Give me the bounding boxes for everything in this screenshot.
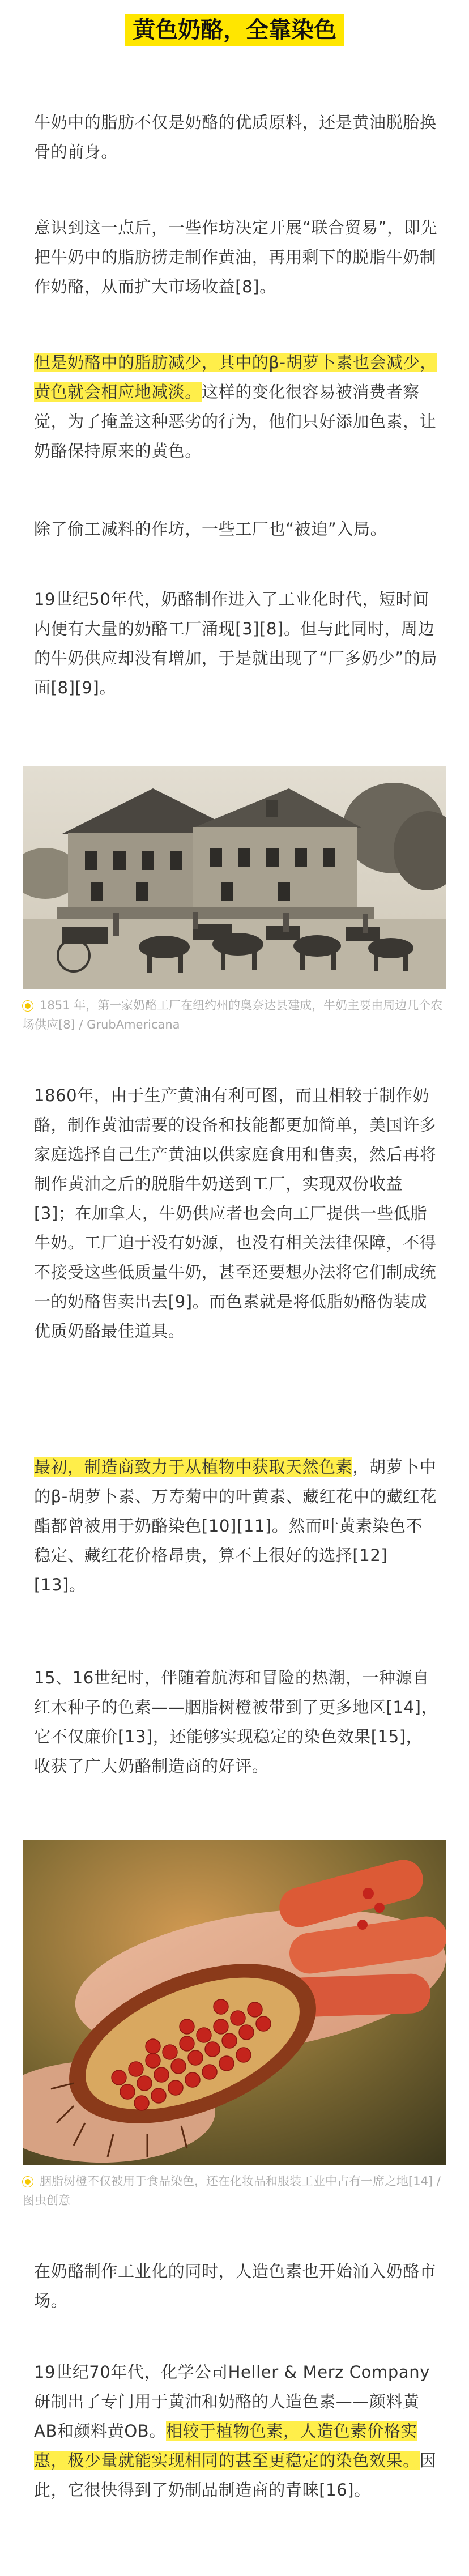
- caption-text: 1851 年，第一家奶酪工厂在纽约州的奥奈达县建成，牛奶主要由周边几个农场供应[8] / GrubAmericana: [23, 999, 443, 1031]
- paragraph-9: 在奶酪制作工业化的同时，人造色素也开始涌入奶酪市场。: [34, 2262, 437, 2310]
- paragraph-1: 牛奶中的脂肪不仅是奶酪的优质原料，还是黄油脱胎换骨的前身。: [34, 113, 437, 161]
- highlight-text: 相较于植物色素，人造色素价格实惠，极少量就能实现相同的甚至更稳定的染色效果。: [34, 2421, 420, 2470]
- paragraph-text: 19世纪70年代，化学公司Heller & Merz Company研制出了专门用于黄油和奶酪的人造色素——颜料黄AB和颜料黄OB。: [34, 2362, 430, 2441]
- highlight-text: 最初，制造商致力于从植物中获取天然色素: [34, 1457, 353, 1477]
- factory-photo: [23, 766, 446, 989]
- caption-dot-icon: [23, 1001, 33, 1011]
- paragraph-3: [34, 348, 439, 466]
- paragraph-10: [34, 2357, 439, 2505]
- caption-1: [23, 996, 445, 1034]
- caption-2: [23, 2172, 445, 2210]
- paragraph-2: 意识到这一点后，一些作坊决定开展“联合贸易”，即先把牛奶中的脂肪捞走制作黄油，再用剩下的脱脂牛奶制作奶酪，从而扩大市场收益[8]。: [34, 218, 438, 296]
- paragraph-4: 除了偷工减料的作坊，一些工厂也“被迫”入局。: [34, 519, 387, 539]
- paragraph-7: [34, 1452, 439, 1600]
- paragraph-text: 因此，它很快得到了奶制品制造商的青睐[16]。: [34, 2451, 437, 2500]
- title-wrap: [0, 14, 469, 46]
- paragraph-8: 15、16世纪时，伴随着航海和冒险的热潮，一种源自红木种子的色素——胭脂树橙被带到了更多地区[14]，它不仅廉价[13]，还能够实现稳定的染色效果[15]，收获了广大奶酪制造商的好评。: [34, 1668, 438, 1776]
- annatto-photo: [23, 1840, 446, 2165]
- caption-text: 胭脂树橙不仅被用于食品染色，还在化妆品和服装工业中占有一席之地[14] / 图虫创意: [23, 2174, 441, 2207]
- caption-dot-icon: [23, 2177, 33, 2187]
- paragraph-text: ，胡萝卜中的β-胡萝卜素、万寿菊中的叶黄素、藏红花中的藏红花酯都曾被用于奶酪染色[10][11]。然而叶黄素染色不稳定、藏红花价格昂贵，算不上很好的选择[12][13]。: [34, 1457, 437, 1594]
- article-title: 黄色奶酪，全靠染色: [125, 14, 344, 46]
- paragraph-5: 19世纪50年代，奶酪制作进入了工业化时代，短时间内便有大量的奶酪工厂涌现[3][8]。但与此同时，周边的牛奶供应却没有增加，于是就出现了“厂多奶少”的局面[8][9]。: [34, 590, 438, 697]
- paragraph-text: 这样的变化很容易被消费者察觉，为了掩盖这种恶劣的行为，他们只好添加色素，让奶酪保持原来的黄色。: [34, 382, 437, 460]
- highlight-text: 但是奶酪中的脂肪减少，其中的β-胡萝卜素也会减少，黄色就会相应地减淡。: [34, 353, 437, 402]
- paragraph-6: 1860年，由于生产黄油有利可图，而且相较于制作奶酪，制作黄油需要的设备和技能都更加简单，美国许多家庭选择自己生产黄油以供家庭食用和售卖，然后再将制作黄油之后的脱脂牛奶送到工厂，实现双份收益[3]；在加拿大，牛奶供应者也会向工厂提供一些低脂牛奶。工厂迫于没有奶源，也没有相关法律保障，不得不接受这些低质量牛奶，甚至还要想办法将它们制成统一的奶酪售卖出去[9]。而色素就是将低脂奶酪伪装成优质奶酪最佳道具。: [34, 1086, 437, 1341]
